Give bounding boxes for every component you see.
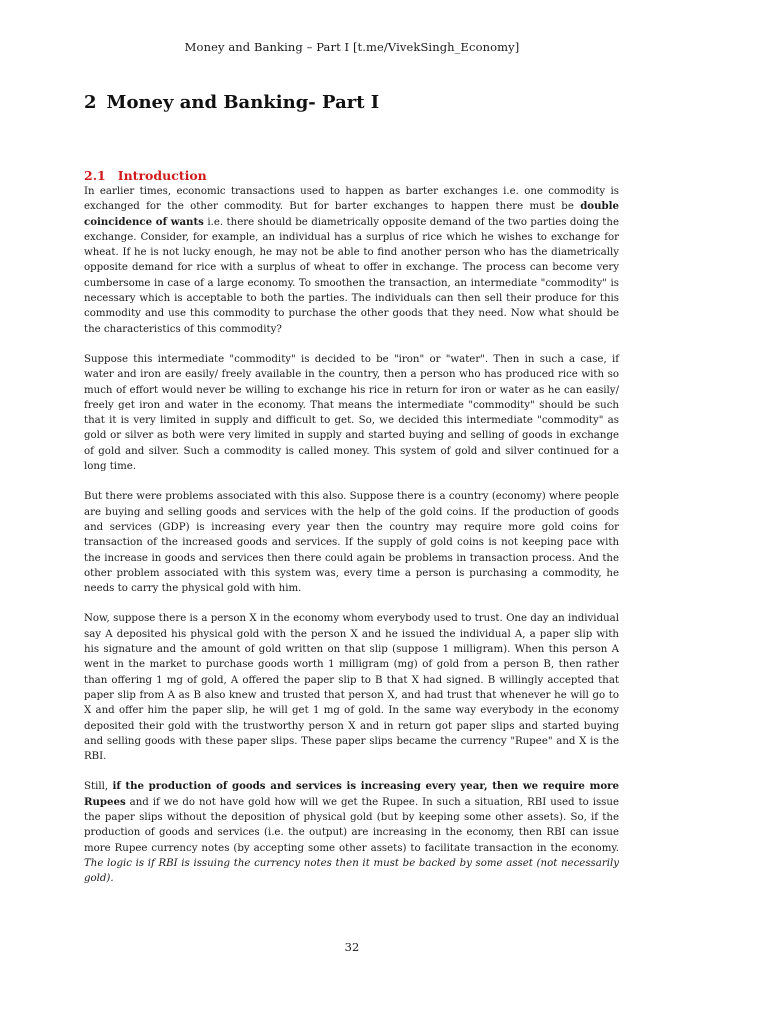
page-number: 32 xyxy=(344,940,360,954)
paragraph-2: Suppose this intermediate "commodity" is decided to be "iron" or "water". Then in such a case, if water and iron are easily/ freely available in the country, then a person who has produced rice with so much of effort would never be willing to exchange his rice in return for iron or water as he can easily/ freely get iron and water in the economy. That means the intermediate "commodity" should be such that it is very limited in supply and difficult to get. So, we decided this intermediate "commodity" as gold or silver as both were very limited in supply and started buying and selling of goods in exchange of gold and silver. Such a commodity is called money. This system of gold and silver continued for a long time. xyxy=(84,353,619,473)
paragraph-4: Now, suppose there is a person X in the economy whom everybody used to trust. One day an individual say A deposited his physical gold with the person X and he issued the individual A, a paper slip with his signature and the amount of gold written on that slip (suppose 1 milligram). When this person A went in the market to purchase goods worth 1 milligram (mg) of gold from a person B, then rather than offering 1 mg of gold, A offered the paper slip to B that X had signed. B willingly accepted that paper slip from A as B also knew and trusted that person X, and had trust that whenever he will go to X and offer him the paper slip, he will get 1 mg of gold. In the same way everybody in the economy deposited their gold with the trustworthy person X and in return got paper slips and started buying and selling goods with these paper slips. These paper slips became the currency "Rupee" and X is the RBI. xyxy=(84,613,619,763)
paragraph-5-text-c: and if we do not have gold how will we get the Rupee. In such a situation, RBI used to issue the paper slips without the deposition of physical gold (but by keeping some other assets). So, if the production of goods and services (i.e. the output) are increasing in the economy, then RBI can issue more Rupee currency notes (by accepting some other assets) to facilitate transaction in the economy. xyxy=(84,796,619,854)
section-title: Introduction xyxy=(117,168,207,183)
paragraph-3: But there were problems associated with this also. Suppose there is a country (economy) where people are buying and selling goods and services with the help of the gold coins. If the production of goods and services (GDP) is increasing every year then the country may require more gold coins for transaction of the increased goods and services. If the supply of gold coins is not keeping pace with the increase in goods and services then there could again be problems in transaction process. And the other problem associated with this system was, every time a person is purchasing a commodity, he needs to carry the physical gold with him. xyxy=(84,491,619,595)
running-header: Money and Banking – Part I [t.me/VivekSingh_Economy] xyxy=(184,40,520,54)
body-text xyxy=(84,184,619,886)
paragraph-1 xyxy=(84,184,619,337)
paragraph-1-bold: double coincidence of wants xyxy=(84,200,619,228)
paragraph-5-italic: The logic is if RBI is issuing the currency notes then it must be backed by some asset (not necessarily gold). xyxy=(84,857,619,885)
chapter-number: 2 xyxy=(84,92,97,113)
paragraph-5 xyxy=(84,779,619,886)
chapter-title: Money and Banking- Part I xyxy=(106,92,380,113)
paragraph-5-bold: if the production of goods and services is increasing every year, then we require more Rupees xyxy=(84,780,619,808)
section-number: 2.1 xyxy=(84,168,106,183)
chapter-heading xyxy=(84,92,379,113)
paragraph-1-text-c: i.e. there should be diametrically opposite demand of the two parties doing the exchange. Consider, for example, an individual has a surplus of rice which he wishes to exchange for wheat. If he is not lucky enough, he may not be able to find another person who has the diametrically opposite demand for rice with a surplus of wheat to offer in exchange. The process can become very cumbersome in case of a large economy. To smoothen the transaction, an intermediate "commodity" is necessary which is acceptable to both the parties. The individuals can then sell their produce for this commodity and use this commodity to purchase the other goods that they need. Now what should be the characteristics of this commodity? xyxy=(84,216,619,335)
paragraph-5-text-a: Still, xyxy=(84,781,113,793)
section-heading xyxy=(84,168,207,183)
paragraph-1-text-a: In earlier times, economic transactions used to happen as barter exchanges i.e. one commodity is exchanged for the other commodity. But for barter exchanges to happen there must be xyxy=(84,186,619,213)
